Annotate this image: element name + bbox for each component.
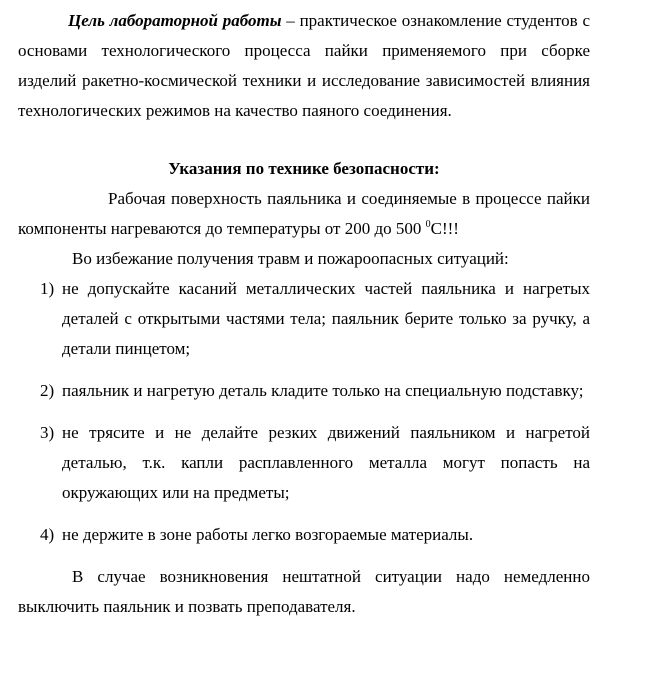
list-item-number: 1) (40, 279, 55, 298)
closing-paragraph: В случае возникновения нештатной ситуации надо немедленно выключить паяльник и позвать преподавателя. (18, 567, 590, 616)
list-item-text: не допускайте касаний металлических частей паяльника и нагретых деталей с открытыми частями тела; паяльник берите только за ручку, а детали пинцетом; (62, 279, 590, 358)
degree-superscript: 0 (425, 219, 431, 230)
goal-text: – практическое ознакомление студентов с основами технологического процесса пайки применяемого при сборке изделий ракетно-космической техники и исследование зависимостей влияния технологических режимов на качество паяного соединения. (18, 11, 590, 120)
goal-paragraph (18, 0, 590, 126)
list-item-text: не трясите и не делайте резких движений паяльником и нагретой деталью, т.к. капли расплавленного металла могут попасть на окружающих или на предметы; (62, 423, 590, 502)
safety-intro (18, 184, 590, 244)
list-item-text: паяльник и нагретую деталь кладите только на специальную подставку; (62, 381, 584, 400)
list-item (18, 520, 590, 550)
goal-label: Цель лабораторной работы (68, 11, 282, 30)
list-item-number: 3) (40, 423, 55, 442)
list-item (18, 274, 590, 364)
list-item-text: не держите в зоне работы легко возгораемые материалы. (62, 525, 474, 544)
list-item-number: 2) (40, 381, 55, 400)
safety-heading-block (18, 154, 590, 184)
safety-lead: Во избежание получения травм и пожароопасных ситуаций: (72, 249, 509, 268)
safety-rules-list (18, 274, 590, 550)
document-page (18, 0, 590, 622)
safety-heading: Указания по технике безопасности: (168, 159, 440, 178)
safety-intro-text: Рабочая поверхность паяльника и соединяемые в процессе пайки компоненты нагреваются до температуры от 200 до 500 (18, 189, 590, 238)
list-item-number: 4) (40, 525, 55, 544)
list-item (18, 376, 590, 406)
safety-intro-unit: С!!! (430, 219, 459, 238)
list-item (18, 418, 590, 508)
